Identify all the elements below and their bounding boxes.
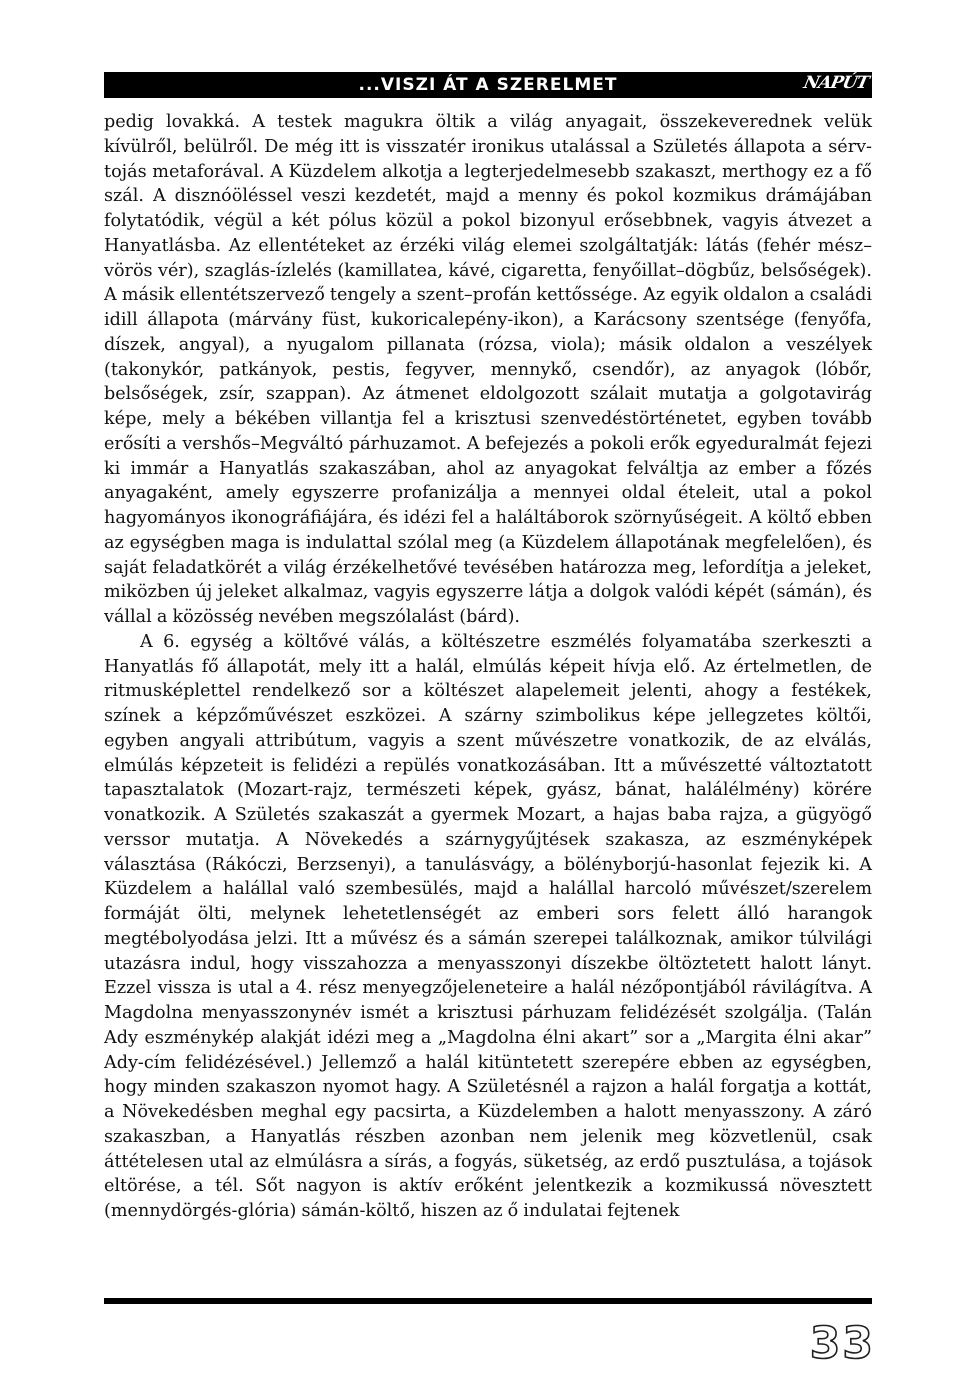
paragraph: pedig lovakká. A testek magukra öltik a világ anyagait, összekeverednek velük kívülről, belülről. De még itt is visszatér ironikus utalással a Születés állapota a sérv-tojás metaforával. A Küzdelem alkotja a legterjedelmesebb szakaszt, merthogy ez a fő szál. A disznóöléssel veszi kezdetét, majd a menny és pokol kozmikus drámájában folytatódik, végül a két pólus közül a pokol bizonyul erősebbnek, vagyis átvezet a Hanyatlásba. Az ellentéteket az érzéki világ elemei szolgáltatják: látás (fehér mész–vörös vér), szaglás-ízlelés (kamillatea, kávé, cigaretta, fenyőillat–dögbűz, belsőségek). A másik ellentétszervező tengely a szent–profán kettőssége. Az egyik oldalon a családi idill állapota (márvány füst, kukoricalepény-ikon), a Karácsony szentsége (fenyőfa, díszek, angyal), a nyugalom pillanata (rózsa, viola); másik oldalon a veszélyek (takonykór, patkányok, pestis, fegyver, mennykő, csendőr), az anyagok (lóbőr, belsőségek, zsír, szappan). Az átmenet eldolgozott szálait mutatja a golgotavirág képe, mely a békében villantja fel a krisztusi szenvedéstörténetet, egyben tovább erősíti a vershős–Megváltó párhuzamot. A befejezés a pokoli erők egyeduralmát fejezi ki immár a Hanyatlás szakaszában, ahol az anyagokat felváltja az ember a főzés anyagaként, amely egyszerre profanizálja a mennyei oldal ételeit, utal a pokol hagyományos ikonográfiájára, és idézi fel a haláltáborok szörnyűségeit. A költő ebben az egységben maga is indulattal szólal meg (a Küzdelem állapotának megfelelően), és saját feladatkörét a világ érzékelhetővé tevésében határozza meg, lefordítja a jeleket, miközben új jeleket alkalmaz, vagyis egyszerre látja a dolgok valódi képét (sámán), és vállal a közösség nevében megszólalást (bárd). xyxy=(104,112,872,627)
paragraph: A 6. egység a költővé válás, a költészetre eszmélés folyamatába szerkeszti a Hanyatlás fő állapotát, mely itt a halál, elmúlás képeit hívja elő. Az értelmetlen, de ritmusképlettel rendelkező sor a költészet alapelemeit jelenti, ahogy a festékek, színek a képzőművészet eszközei. A szárny szimbolikus képe jellegzetes költői, egyben angyali attribútum, vagyis a szent művészetre vonatkozik, de az elválás, elmúlás képzeteit is felidézi a repülés vonatkozásában. Itt a művészetté változtatott tapasztalatok (Mozart-rajz, természeti képek, gyász, bánat, halálélmény) körére vonatkozik. A Születés szakaszát a gyermek Mozart, a hajas baba rajza, a gügyögő verssor mutatja. A Növekedés a szárnygyűjtések szakasza, az eszményképek választása (Rákóczi, Berzsenyi), a tanulásvágy, a bölényborjú-hasonlat fejezik ki. A Küzdelem a halállal való szembesülés, majd a halállal harcoló művészet/szerelem formáját ölti, melynek lehetetlenségét az emberi sors felett álló harangok megtébolyodása jelzi. Itt a művész és a sámán szerepei találkoznak, amikor túlvilági utazásra indul, hogy visszahozza a menyasszonyi díszekbe öltöztetett halott lányt. Ezzel vissza is utal a 4. rész menyegzőjeleneteire a halál nézőpontjából rávilágítva. A Magdolna menyasszonynév ismét a krisztusi párhuzam felidézését szolgálja. (Talán Ady eszménykép alakját idézi meg a „Magdolna élni akart” sor a „Margita élni akar” Ady-cím felidézésével.) Jellemző a halál kitüntetett szerepére ebben az egységben, hogy minden szakaszon nyomot hagy. A Születésnél a rajzon a halál forgatja a kottát, a Növekedésben meghal egy pacsirta, a Küzdelemben a halott menyasszony. A záró szakaszban, a Hanyatlás részben azonban nem jelenik meg közvetlenül, csak áttételesen utal az elmúlásra a sírás, a fogyás, süketség, az erdő pusztulása, a tojások eltörése, a tél. Sőt nagyon is aktív erőként jelentkezik a kozmikussá növesztett (mennydörgés-glória) sámán-költő, hiszen az ő indulatai fejtenek xyxy=(104,631,872,1221)
running-header xyxy=(104,72,872,98)
napút-logo: NAPÚT xyxy=(801,73,871,93)
footer-divider xyxy=(104,1298,872,1304)
page-number: 33 xyxy=(809,1318,875,1369)
header-title: ...VISZI ÁT A SZERELMET xyxy=(358,75,618,95)
article-body xyxy=(104,110,872,1224)
